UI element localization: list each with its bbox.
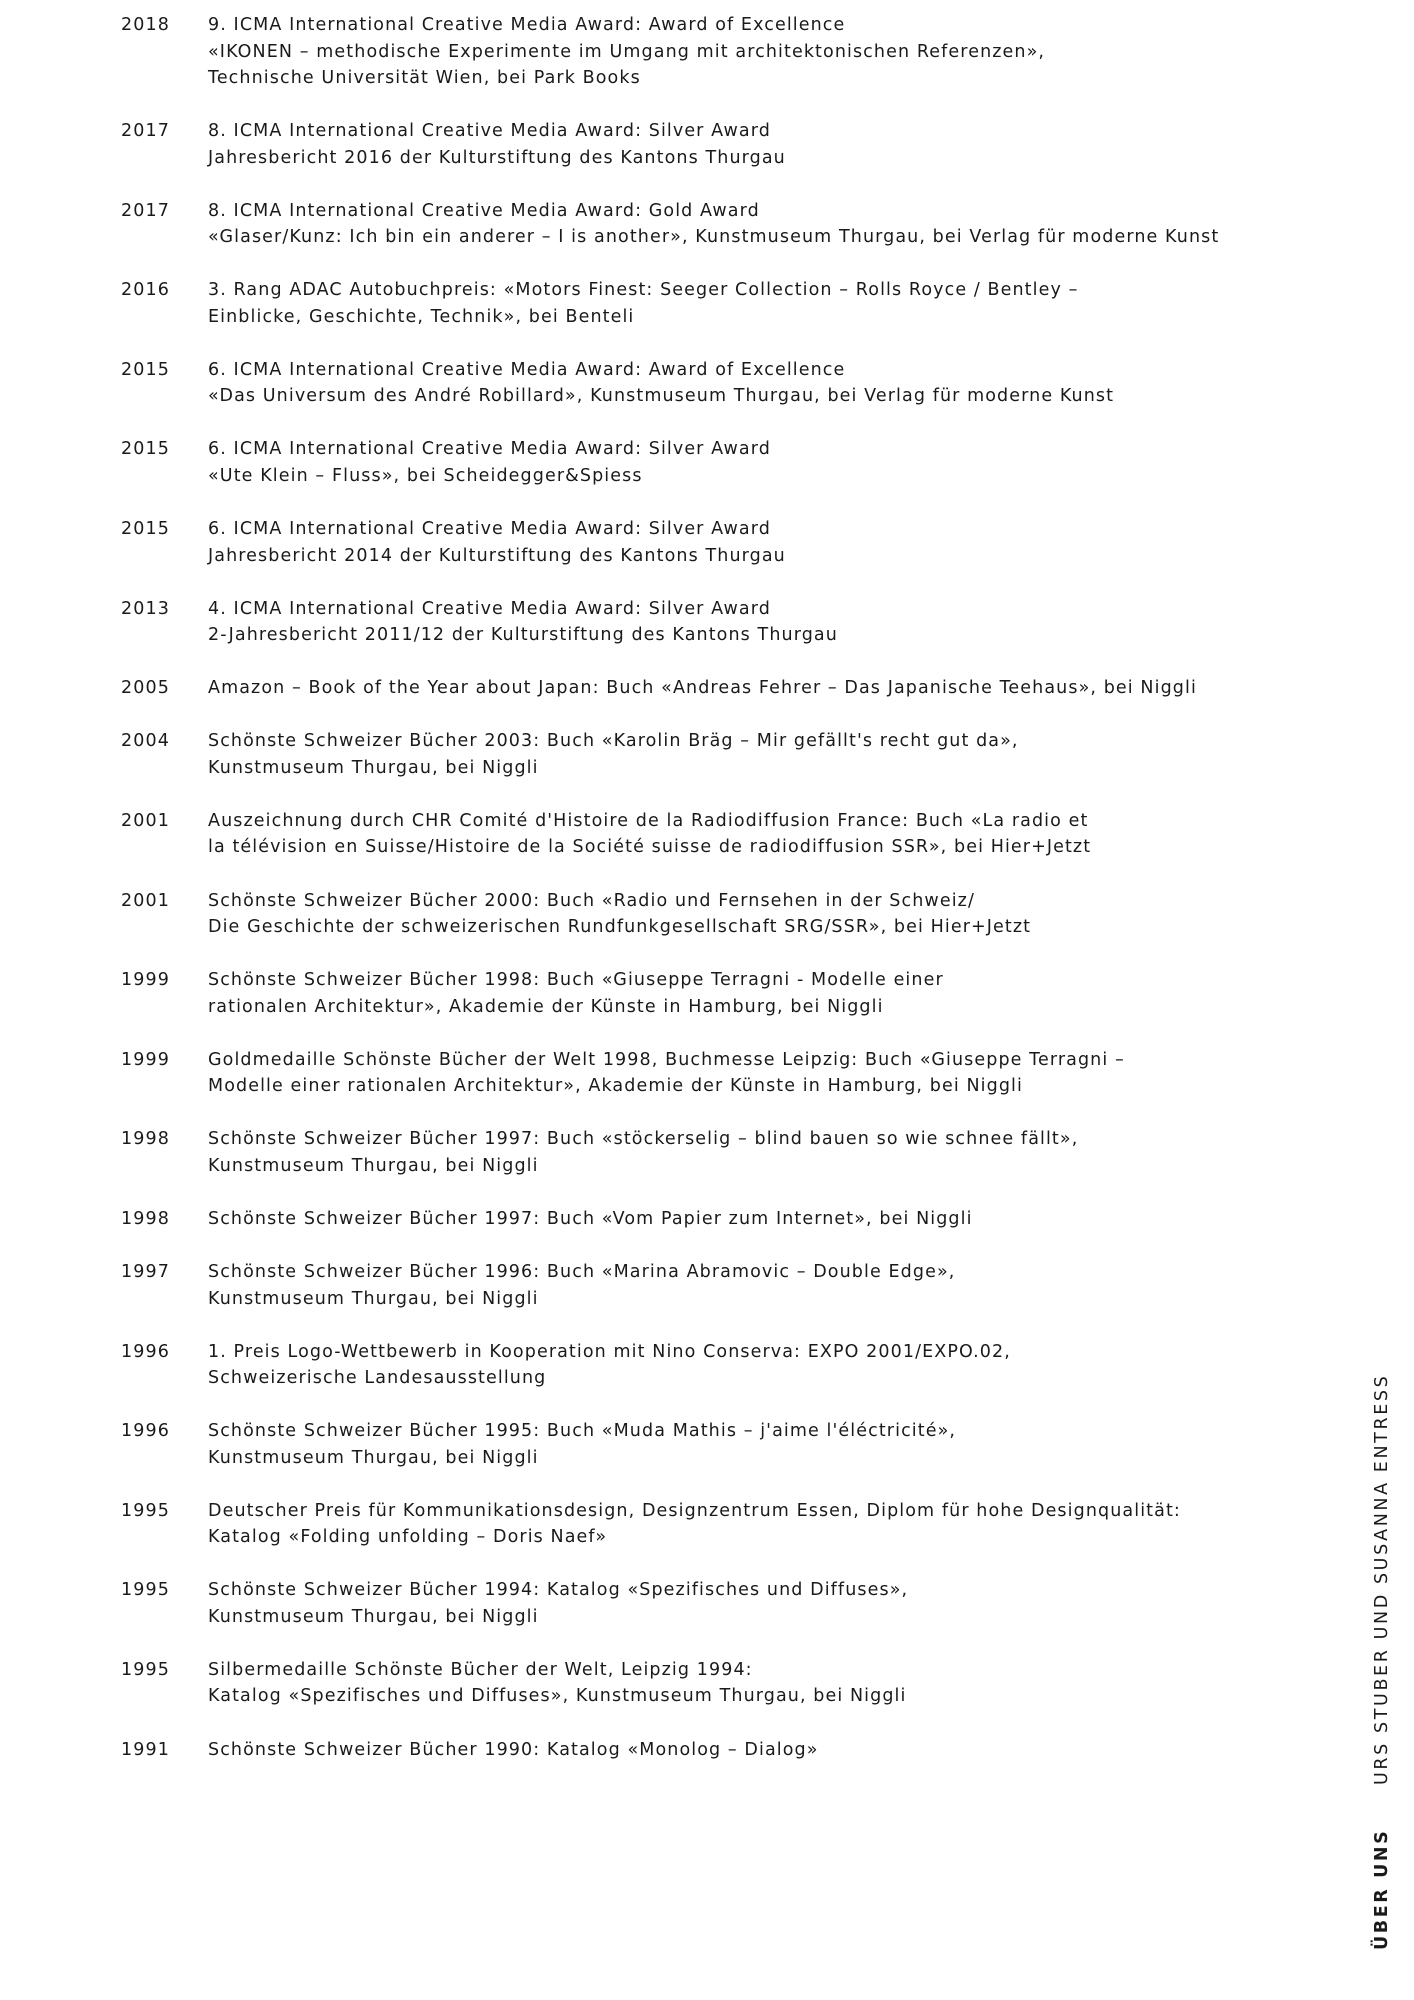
award-line: Schönste Schweizer Bücher 1997: Buch «Vom Papier zum Internet», bei Niggli: [208, 1208, 973, 1229]
award-description: [208, 1206, 1301, 1233]
award-entry: [121, 808, 1301, 861]
award-year: 1996: [121, 1341, 170, 1362]
award-line: la télévision en Suisse/Histoire de la Société suisse de radiodiffusion SSR», bei Hier+Jetzt: [208, 837, 1092, 858]
award-description: [208, 888, 1301, 941]
award-entry: [121, 1259, 1301, 1312]
award-entry: [121, 357, 1301, 410]
award-line: Schönste Schweizer Bücher 1990: Katalog «Monolog – Dialog»: [208, 1739, 819, 1760]
award-line: 9. ICMA International Creative Media Award: Award of Excellence: [208, 15, 846, 35]
award-year: 2017: [121, 200, 170, 221]
award-year: 2004: [121, 731, 170, 752]
award-line: Schönste Schweizer Bücher 1997: Buch «stöckerselig – blind bauen so wie schnee fällt»,: [208, 1129, 1079, 1150]
award-year: 1998: [121, 1208, 170, 1229]
award-description: [208, 277, 1301, 330]
award-line: Die Geschichte der schweizerischen Rundfunkgesellschaft SRG/SSR», bei Hier+Jetzt: [208, 917, 1032, 938]
award-line: Modelle einer rationalen Architektur», Akademie der Künste in Hamburg, bei Niggli: [208, 1076, 1023, 1097]
award-entry: [121, 596, 1301, 649]
awards-list: [121, 12, 1301, 1790]
award-entry: [121, 1577, 1301, 1630]
award-entry: [121, 1047, 1301, 1100]
award-description: [208, 198, 1301, 251]
award-entry: [121, 1126, 1301, 1179]
award-description: [208, 596, 1301, 649]
award-year: 2001: [121, 890, 170, 911]
award-line: «IKONEN – methodische Experimente im Umgang mit architektonischen Referenzen»,: [208, 41, 1046, 62]
award-description: [208, 12, 1301, 92]
award-line: Kunstmuseum Thurgau, bei Niggli: [208, 1155, 539, 1176]
award-line: Auszeichnung durch CHR Comité d'Histoire de la Radiodiffusion France: Buch «La radio et: [208, 810, 1089, 831]
award-line: Kunstmuseum Thurgau, bei Niggli: [208, 1606, 539, 1627]
award-year: 2015: [121, 519, 170, 540]
award-description: [208, 1126, 1301, 1179]
award-line: Kunstmuseum Thurgau, bei Niggli: [208, 757, 539, 778]
award-description: [208, 1259, 1301, 1312]
award-year: 2018: [121, 15, 170, 35]
award-description: [208, 1339, 1301, 1392]
award-year: 1999: [121, 1049, 170, 1070]
award-entry: [121, 516, 1301, 569]
award-line: «Glaser/Kunz: Ich bin ein anderer – I is another», Kunstmuseum Thurgau, bei Verlag für moderne Kunst: [208, 227, 1220, 248]
award-line: Schönste Schweizer Bücher 1998: Buch «Giuseppe Terragni - Modelle einer: [208, 970, 944, 991]
award-entry: [121, 675, 1301, 702]
award-year: 2013: [121, 598, 170, 619]
award-line: 2-Jahresbericht 2011/12 der Kulturstiftung des Kantons Thurgau: [208, 625, 838, 646]
award-entry: [121, 1498, 1301, 1551]
award-entry: [121, 888, 1301, 941]
award-line: 6. ICMA International Creative Media Award: Silver Award: [208, 439, 771, 460]
award-line: Technische Universität Wien, bei Park Books: [208, 68, 641, 88]
award-year: 2017: [121, 121, 170, 142]
award-line: 6. ICMA International Creative Media Award: Silver Award: [208, 519, 771, 540]
award-line: Schönste Schweizer Bücher 1995: Buch «Muda Mathis – j'aime l'éléctricité»,: [208, 1421, 957, 1442]
award-description: [208, 1418, 1301, 1471]
award-description: [208, 1498, 1301, 1551]
award-line: rationalen Architektur», Akademie der Künste in Hamburg, bei Niggli: [208, 996, 884, 1017]
award-line: Schönste Schweizer Bücher 1996: Buch «Marina Abramovic – Double Edge»,: [208, 1262, 956, 1282]
award-year: 2016: [121, 280, 170, 301]
award-year: 1996: [121, 1421, 170, 1442]
award-year: 2005: [121, 678, 170, 699]
award-description: [208, 357, 1301, 410]
award-year: 1995: [121, 1659, 170, 1680]
award-entry: [121, 1737, 1301, 1764]
award-line: Goldmedaille Schönste Bücher der Welt 1998, Buchmesse Leipzig: Buch «Giuseppe Terragni –: [208, 1049, 1125, 1070]
award-description: [208, 728, 1301, 781]
award-line: 4. ICMA International Creative Media Award: Silver Award: [208, 598, 771, 619]
award-line: Schönste Schweizer Bücher 1994: Katalog «Spezifisches und Diffuses»,: [208, 1580, 909, 1601]
award-description: [208, 436, 1301, 489]
award-line: Jahresbericht 2014 der Kulturstiftung des Kantons Thurgau: [208, 545, 786, 566]
award-year: 1995: [121, 1580, 170, 1601]
award-entry: [121, 1657, 1301, 1710]
award-line: Kunstmuseum Thurgau, bei Niggli: [208, 1288, 539, 1309]
award-line: 8. ICMA International Creative Media Award: Silver Award: [208, 121, 771, 142]
award-line: Jahresbericht 2016 der Kulturstiftung des Kantons Thurgau: [208, 147, 786, 168]
award-description: [208, 1657, 1301, 1710]
award-year: 1999: [121, 970, 170, 991]
award-description: [208, 516, 1301, 569]
award-line: 3. Rang ADAC Autobuchpreis: «Motors Finest: Seeger Collection – Rolls Royce / Bentley –: [208, 280, 1079, 301]
award-line: Katalog «Folding unfolding – Doris Naef»: [208, 1527, 608, 1548]
section-label: ÜBER UNS: [1372, 1828, 1392, 1950]
award-entry: [121, 1418, 1301, 1471]
award-entry: [121, 198, 1301, 251]
award-description: [208, 1737, 1301, 1764]
award-line: 1. Preis Logo-Wettbewerb in Kooperation mit Nino Conserva: EXPO 2001/EXPO.02,: [208, 1341, 1011, 1362]
award-line: Amazon – Book of the Year about Japan: Buch «Andreas Fehrer – Das Japanische Teehaus», bei Niggli: [208, 678, 1197, 699]
award-line: 6. ICMA International Creative Media Award: Award of Excellence: [208, 359, 846, 380]
award-entry: [121, 967, 1301, 1020]
award-year: 1997: [121, 1262, 170, 1282]
award-entry: [121, 436, 1301, 489]
award-line: Deutscher Preis für Kommunikationsdesign, Designzentrum Essen, Diplom für hohe Designqualität:: [208, 1500, 1181, 1521]
award-line: Schönste Schweizer Bücher 2000: Buch «Radio und Fernsehen in der Schweiz/: [208, 890, 975, 911]
award-entry: [121, 728, 1301, 781]
award-description: [208, 1047, 1301, 1100]
award-description: [208, 967, 1301, 1020]
award-description: [208, 675, 1301, 702]
award-year: 2015: [121, 359, 170, 380]
award-year: 2001: [121, 810, 170, 831]
award-entry: [121, 12, 1301, 92]
award-line: Schweizerische Landesausstellung: [208, 1368, 547, 1389]
award-entry: [121, 1339, 1301, 1392]
award-description: [208, 1577, 1301, 1630]
award-line: Einblicke, Geschichte, Technik», bei Benteli: [208, 306, 635, 327]
award-entry: [121, 118, 1301, 171]
award-line: «Ute Klein – Fluss», bei Scheidegger&Spiess: [208, 465, 643, 486]
award-line: Kunstmuseum Thurgau, bei Niggli: [208, 1447, 539, 1468]
award-description: [208, 118, 1301, 171]
award-line: «Das Universum des André Robillard», Kunstmuseum Thurgau, bei Verlag für moderne Kunst: [208, 386, 1115, 407]
award-line: 8. ICMA International Creative Media Award: Gold Award: [208, 200, 760, 221]
award-entry: [121, 277, 1301, 330]
award-line: Schönste Schweizer Bücher 2003: Buch «Karolin Bräg – Mir gefällt's recht gut da»,: [208, 731, 1019, 752]
award-year: 1998: [121, 1129, 170, 1150]
award-entry: [121, 1206, 1301, 1233]
award-year: 1991: [121, 1739, 170, 1760]
award-line: Silbermedaille Schönste Bücher der Welt, Leipzig 1994:: [208, 1659, 753, 1680]
award-year: 1995: [121, 1500, 170, 1521]
award-line: Katalog «Spezifisches und Diffuses», Kunstmuseum Thurgau, bei Niggli: [208, 1686, 907, 1707]
names-label: URS STUBER UND SUSANNA ENTRESS: [1372, 1373, 1392, 1785]
award-year: 2015: [121, 439, 170, 460]
award-description: [208, 808, 1301, 861]
